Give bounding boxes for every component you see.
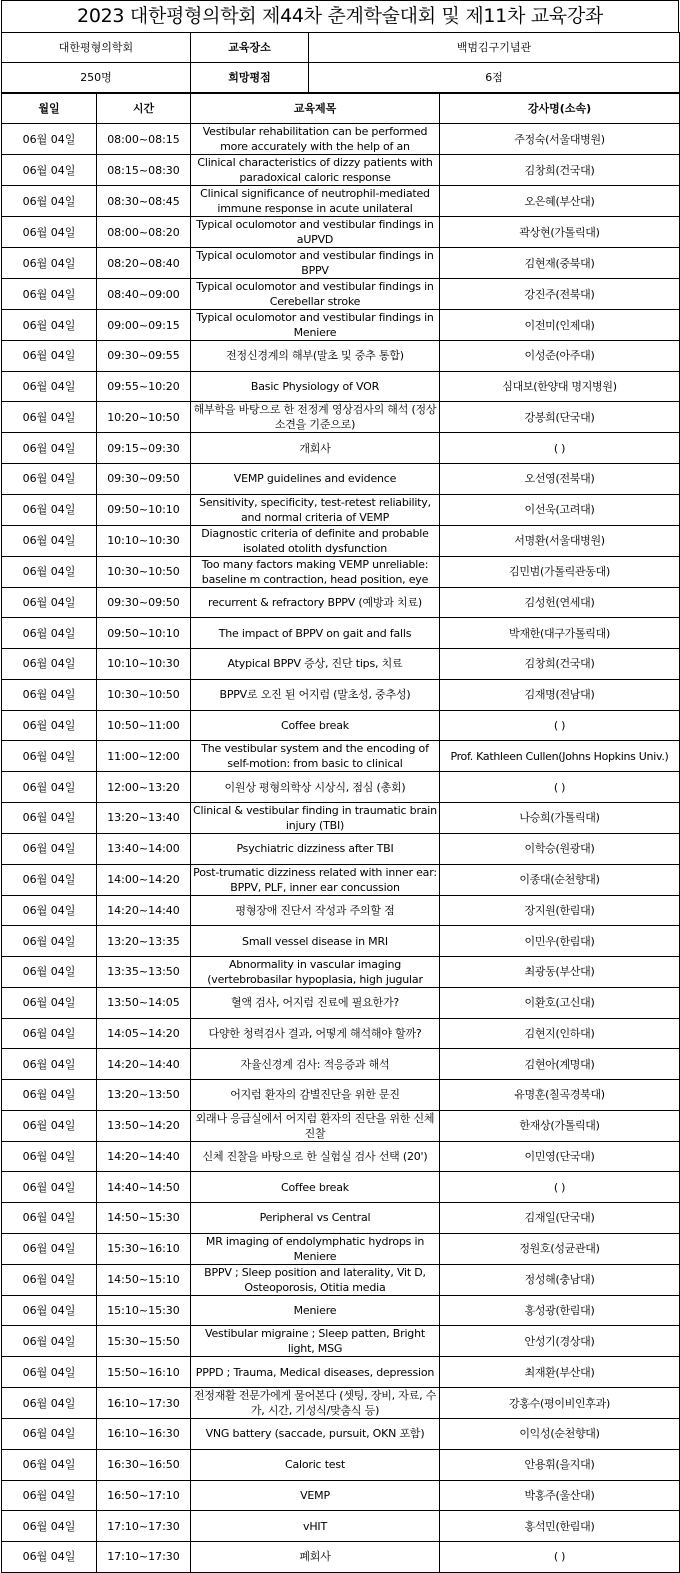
speaker-cell: 김재명(전남대) xyxy=(440,679,680,710)
date-cell: 06월 04일 xyxy=(2,124,97,155)
speaker-cell: 김성헌(연세대) xyxy=(440,587,680,618)
topic-text: Post-trumatic dizziness related with inner ear: BPPV, PLF, inner ear concussion xyxy=(193,865,437,894)
table-row xyxy=(2,679,680,710)
topic-text: 전정신경계의 해부(말초 및 중추 통합) xyxy=(226,349,404,363)
speaker-cell: 강진주(전북대) xyxy=(440,279,680,310)
table-row xyxy=(2,956,680,987)
attendee-count: 250명 xyxy=(2,63,191,93)
table-row xyxy=(2,1449,680,1480)
topic-cell xyxy=(191,1449,440,1480)
topic-cell xyxy=(191,1388,440,1419)
topic-text: The impact of BPPV on gait and falls xyxy=(218,626,412,640)
speaker-cell: 김민범(가톨릭관동대) xyxy=(440,556,680,587)
date-cell: 06월 04일 xyxy=(2,1326,97,1357)
speaker-cell: 안용휘(을지대) xyxy=(440,1449,680,1480)
date-cell: 06월 04일 xyxy=(2,186,97,217)
time-cell: 14:20~14:40 xyxy=(97,1049,191,1080)
speaker-cell: 서명환(서울대병원) xyxy=(440,525,680,556)
time-cell: 15:30~15:50 xyxy=(97,1326,191,1357)
speaker-cell: 강봉희(단국대) xyxy=(440,402,680,433)
date-cell: 06월 04일 xyxy=(2,1511,97,1542)
date-cell: 06월 04일 xyxy=(2,525,97,556)
time-cell: 14:20~14:40 xyxy=(97,895,191,926)
time-cell: 13:20~13:40 xyxy=(97,802,191,833)
table-row xyxy=(2,1172,680,1203)
table-row xyxy=(2,1233,680,1264)
table-row xyxy=(2,802,680,833)
speaker-cell: 심대보(한양대 명지병원) xyxy=(440,371,680,402)
topic-cell xyxy=(191,1018,440,1049)
topic-text: The vestibular system and the encoding of self-motion: from basic to clinical xyxy=(201,742,429,771)
speaker-cell: 홍성광(한림대) xyxy=(440,1295,680,1326)
speaker-cell: 이전미(인제대) xyxy=(440,310,680,341)
topic-cell xyxy=(191,464,440,495)
time-cell: 08:20~08:40 xyxy=(97,248,191,279)
time-cell: 17:10~17:30 xyxy=(97,1511,191,1542)
time-cell: 08:40~09:00 xyxy=(97,279,191,310)
topic-cell xyxy=(191,741,440,772)
speaker-cell: 김창희(건국대) xyxy=(440,155,680,186)
table-row xyxy=(2,1419,680,1450)
table-row xyxy=(2,987,680,1018)
topic-cell xyxy=(191,710,440,741)
topic-text: BPPV로 오진 된 어지럼 (말초성, 중추성) xyxy=(219,688,411,702)
topic-text: Peripheral vs Central xyxy=(259,1211,371,1225)
date-cell: 06월 04일 xyxy=(2,1141,97,1172)
speaker-cell: 최재환(부산대) xyxy=(440,1357,680,1388)
table-row xyxy=(2,1110,680,1141)
topic-text: VNG battery (saccade, pursuit, OKN 포함) xyxy=(205,1427,425,1441)
topic-text: Typical oculomotor and vestibular findings in Meniere xyxy=(196,311,434,339)
table-row xyxy=(2,864,680,895)
table-row xyxy=(2,1357,680,1388)
time-cell: 10:10~10:30 xyxy=(97,649,191,680)
table-row xyxy=(2,618,680,649)
time-cell: 08:30~08:45 xyxy=(97,186,191,217)
table-row xyxy=(2,1541,680,1572)
date-cell: 06월 04일 xyxy=(2,556,97,587)
table-row xyxy=(2,649,680,680)
table-row xyxy=(2,464,680,495)
credits-value: 6점 xyxy=(309,63,680,93)
table-row xyxy=(2,1388,680,1419)
topic-cell xyxy=(191,525,440,556)
speaker-cell: ( ) xyxy=(440,1172,680,1203)
credits-label: 희망평점 xyxy=(191,63,309,93)
speaker-cell: 홍석민(한림대) xyxy=(440,1511,680,1542)
table-row xyxy=(2,341,680,372)
header-time: 시간 xyxy=(97,94,191,124)
table-row xyxy=(2,772,680,803)
speaker-cell: 박홍주(울산대) xyxy=(440,1480,680,1511)
date-cell: 06월 04일 xyxy=(2,1080,97,1111)
date-cell: 06월 04일 xyxy=(2,1295,97,1326)
time-cell: 09:15~09:30 xyxy=(97,433,191,464)
topic-cell xyxy=(191,679,440,710)
topic-text: MR imaging of endolymphatic hydrops in Meniere xyxy=(205,1234,425,1263)
speaker-cell: 김현지(인하대) xyxy=(440,1018,680,1049)
date-cell: 06월 04일 xyxy=(2,433,97,464)
topic-text: Typical oculomotor and vestibular findings in aUPVD xyxy=(196,218,434,246)
topic-text: 신체 진찰을 바탕으로 한 실험실 검사 선택 (20') xyxy=(202,1150,428,1164)
topic-text: vHIT xyxy=(303,1519,327,1533)
topic-cell xyxy=(191,1295,440,1326)
table-row xyxy=(2,1018,680,1049)
speaker-cell: 안성기(경상대) xyxy=(440,1326,680,1357)
speaker-cell: 주정숙(서울대병원) xyxy=(440,124,680,155)
table-row xyxy=(2,1326,680,1357)
time-cell: 12:00~13:20 xyxy=(97,772,191,803)
time-cell: 08:00~08:15 xyxy=(97,124,191,155)
topic-cell xyxy=(191,248,440,279)
time-cell: 09:30~09:55 xyxy=(97,341,191,372)
topic-text: 전정재활 전문가에게 물어본다 (셋팅, 장비, 자료, 수가, 시간, 기성식/맞춤식 등) xyxy=(193,1389,437,1418)
topic-cell xyxy=(191,1172,440,1203)
table-row xyxy=(2,310,680,341)
topic-text: Atypical BPPV 증상, 진단 tips, 치료 xyxy=(227,657,403,671)
topic-text: Abnormality in vascular imaging (vertebrobasilar hypoplasia, high jugular xyxy=(207,957,423,986)
table-row xyxy=(2,1295,680,1326)
speaker-cell: ( ) xyxy=(440,1541,680,1572)
time-cell: 15:30~16:10 xyxy=(97,1233,191,1264)
date-cell: 06월 04일 xyxy=(2,494,97,525)
time-cell: 14:05~14:20 xyxy=(97,1018,191,1049)
time-cell: 16:10~17:30 xyxy=(97,1388,191,1419)
time-cell: 10:30~10:50 xyxy=(97,556,191,587)
time-cell: 10:50~11:00 xyxy=(97,710,191,741)
table-row xyxy=(2,895,680,926)
topic-cell xyxy=(191,1141,440,1172)
table-row xyxy=(2,217,680,248)
topic-cell xyxy=(191,310,440,341)
date-cell: 06월 04일 xyxy=(2,1264,97,1295)
speaker-cell: 오선영(전북대) xyxy=(440,464,680,495)
topic-cell xyxy=(191,124,440,155)
time-cell: 14:20~14:40 xyxy=(97,1141,191,1172)
topic-text: VEMP xyxy=(300,1488,330,1502)
table-row xyxy=(2,710,680,741)
table-row xyxy=(2,1141,680,1172)
speaker-cell: 장지원(한림대) xyxy=(440,895,680,926)
topic-cell xyxy=(191,556,440,587)
topic-text: 개회사 xyxy=(299,441,331,455)
date-cell: 06월 04일 xyxy=(2,587,97,618)
date-cell: 06월 04일 xyxy=(2,710,97,741)
time-cell: 13:40~14:00 xyxy=(97,833,191,864)
time-cell: 15:50~16:10 xyxy=(97,1357,191,1388)
topic-text: 이원상 평형의학상 시상식, 점심 (총회) xyxy=(224,780,406,794)
table-row xyxy=(2,1203,680,1234)
date-cell: 06월 04일 xyxy=(2,341,97,372)
topic-cell xyxy=(191,217,440,248)
date-cell: 06월 04일 xyxy=(2,1357,97,1388)
time-cell: 09:30~09:50 xyxy=(97,587,191,618)
topic-text: 다양한 청력검사 결과, 어떻게 해석해야 할까? xyxy=(208,1026,422,1040)
date-cell: 06월 04일 xyxy=(2,864,97,895)
speaker-cell: ( ) xyxy=(440,710,680,741)
header-topic: 교육제목 xyxy=(191,94,440,124)
info-row-venue xyxy=(2,33,680,63)
topic-text: Basic Physiology of VOR xyxy=(250,380,380,394)
date-cell: 06월 04일 xyxy=(2,772,97,803)
topic-cell xyxy=(191,833,440,864)
time-cell: 15:10~15:30 xyxy=(97,1295,191,1326)
time-cell: 17:10~17:30 xyxy=(97,1541,191,1572)
time-cell: 10:30~10:50 xyxy=(97,679,191,710)
time-cell: 13:35~13:50 xyxy=(97,956,191,987)
organization-name: 대한평형의학회 xyxy=(2,33,191,63)
topic-text: Caloric test xyxy=(284,1458,346,1472)
time-cell: 09:50~10:10 xyxy=(97,494,191,525)
speaker-cell: 이선욱(고려대) xyxy=(440,494,680,525)
topic-text: Clinical characteristics of dizzy patients with paradoxical caloric response xyxy=(197,156,433,184)
info-row-credits xyxy=(2,63,680,93)
date-cell: 06월 04일 xyxy=(2,1449,97,1480)
speaker-cell: 이환호(고신대) xyxy=(440,987,680,1018)
topic-text: Vestibular migraine ; Sleep patten, Bright light, MSG xyxy=(205,1327,425,1356)
table-row xyxy=(2,525,680,556)
topic-text: Meniere xyxy=(293,1304,337,1318)
table-row xyxy=(2,556,680,587)
topic-text: Small vessel disease in MRI xyxy=(242,934,388,948)
speaker-cell: ( ) xyxy=(440,772,680,803)
topic-text: Clinical significance of neutrophil-mediated immune response in acute unilateral xyxy=(200,187,430,215)
speaker-cell: Prof. Kathleen Cullen(Johns Hopkins Univ.) xyxy=(440,741,680,772)
table-row xyxy=(2,1049,680,1080)
topic-text: 평형장애 진단서 작성과 주의할 점 xyxy=(235,903,395,917)
topic-cell xyxy=(191,649,440,680)
date-cell: 06월 04일 xyxy=(2,310,97,341)
topic-cell xyxy=(191,1110,440,1141)
speaker-cell: 김현재(중북대) xyxy=(440,248,680,279)
topic-text: 외래나 응급실에서 어지럼 환자의 진단을 위한 신체 진찰 xyxy=(195,1111,435,1140)
date-cell: 06월 04일 xyxy=(2,1388,97,1419)
topic-text: Coffee break xyxy=(281,718,349,732)
date-cell: 06월 04일 xyxy=(2,1541,97,1572)
date-cell: 06월 04일 xyxy=(2,679,97,710)
topic-text: PPPD ; Trauma, Medical diseases, depression xyxy=(195,1365,435,1379)
table-row xyxy=(2,186,680,217)
topic-text: 자율신경계 검사: 적응증과 해석 xyxy=(240,1057,390,1071)
time-cell: 10:10~10:30 xyxy=(97,525,191,556)
date-cell: 06월 04일 xyxy=(2,402,97,433)
date-cell: 06월 04일 xyxy=(2,1419,97,1450)
topic-cell xyxy=(191,618,440,649)
speaker-cell: 곽상현(가톨릭대) xyxy=(440,217,680,248)
date-cell: 06월 04일 xyxy=(2,1233,97,1264)
speaker-cell: 최광동(부산대) xyxy=(440,956,680,987)
topic-text: VEMP guidelines and evidence xyxy=(233,472,397,486)
date-cell: 06월 04일 xyxy=(2,1172,97,1203)
topic-cell xyxy=(191,772,440,803)
speaker-cell: 이민영(단국대) xyxy=(440,1141,680,1172)
time-cell: 10:20~10:50 xyxy=(97,402,191,433)
header-speaker: 강사명(소속) xyxy=(440,94,680,124)
topic-cell xyxy=(191,1049,440,1080)
table-row xyxy=(2,494,680,525)
time-cell: 09:30~09:50 xyxy=(97,464,191,495)
table-row xyxy=(2,402,680,433)
time-cell: 13:50~14:20 xyxy=(97,1110,191,1141)
speaker-cell: 이학승(원광대) xyxy=(440,833,680,864)
time-cell: 16:10~16:30 xyxy=(97,1419,191,1450)
topic-cell xyxy=(191,802,440,833)
topic-cell xyxy=(191,1326,440,1357)
table-row xyxy=(2,741,680,772)
header-date: 월일 xyxy=(2,94,97,124)
speaker-cell: 김현아(계명대) xyxy=(440,1049,680,1080)
topic-text: recurrent & refractory BPPV (예방과 치료) xyxy=(208,596,422,610)
topic-cell xyxy=(191,402,440,433)
date-cell: 06월 04일 xyxy=(2,464,97,495)
date-cell: 06월 04일 xyxy=(2,371,97,402)
topic-cell xyxy=(191,341,440,372)
topic-text: Typical oculomotor and vestibular findings in Cerebellar stroke xyxy=(196,280,434,308)
topic-cell xyxy=(191,587,440,618)
date-cell: 06월 04일 xyxy=(2,1203,97,1234)
time-cell: 14:40~14:50 xyxy=(97,1172,191,1203)
speaker-cell: 이민우(한림대) xyxy=(440,926,680,957)
topic-cell xyxy=(191,1357,440,1388)
topic-text: Coffee break xyxy=(281,1180,349,1194)
speaker-cell: 김재일(단국대) xyxy=(440,1203,680,1234)
topic-cell xyxy=(191,895,440,926)
speaker-cell: 이종대(순천향대) xyxy=(440,864,680,895)
time-cell: 09:00~09:15 xyxy=(97,310,191,341)
time-cell: 16:30~16:50 xyxy=(97,1449,191,1480)
time-cell: 14:50~15:10 xyxy=(97,1264,191,1295)
speaker-cell: 정원호(성균관대) xyxy=(440,1233,680,1264)
date-cell: 06월 04일 xyxy=(2,248,97,279)
topic-cell xyxy=(191,494,440,525)
date-cell: 06월 04일 xyxy=(2,618,97,649)
topic-text: Diagnostic criteria of definite and probable isolated otolith dysfunction xyxy=(201,526,429,555)
topic-cell xyxy=(191,926,440,957)
topic-text: Psychiatric dizziness after TBI xyxy=(236,842,394,856)
speaker-cell: 이성준(아주대) xyxy=(440,341,680,372)
topic-text: Typical oculomotor and vestibular findings in BPPV xyxy=(196,249,434,277)
date-cell: 06월 04일 xyxy=(2,217,97,248)
schedule-table xyxy=(1,93,680,1573)
date-cell: 06월 04일 xyxy=(2,279,97,310)
date-cell: 06월 04일 xyxy=(2,926,97,957)
date-cell: 06월 04일 xyxy=(2,956,97,987)
topic-cell xyxy=(191,956,440,987)
topic-text: Too many factors making VEMP unreliable: baseline m contraction, head position, eye xyxy=(201,557,429,586)
topic-cell xyxy=(191,1511,440,1542)
time-cell: 14:00~14:20 xyxy=(97,864,191,895)
schedule-document xyxy=(1,0,679,1573)
topic-cell xyxy=(191,864,440,895)
table-row xyxy=(2,926,680,957)
table-row xyxy=(2,833,680,864)
time-cell: 16:50~17:10 xyxy=(97,1480,191,1511)
table-row xyxy=(2,1080,680,1111)
topic-cell xyxy=(191,1203,440,1234)
document-title: 2023 대한평형의학회 제44차 춘계학술대회 및 제11차 교육강좌 xyxy=(1,0,679,32)
topic-text: 해부학을 바탕으로 한 전정계 영상검사의 해석 (정상소견을 기준으로) xyxy=(193,403,437,432)
topic-cell xyxy=(191,279,440,310)
date-cell: 06월 04일 xyxy=(2,741,97,772)
table-row xyxy=(2,155,680,186)
speaker-cell: 김창희(건국대) xyxy=(440,649,680,680)
speaker-cell: 유명훈(칠곡경북대) xyxy=(440,1080,680,1111)
time-cell: 13:20~13:35 xyxy=(97,926,191,957)
speaker-cell: 나승희(가톨릭대) xyxy=(440,802,680,833)
speaker-cell: 강홍수(평이비인후과) xyxy=(440,1388,680,1419)
venue-label: 교육장소 xyxy=(191,33,309,63)
table-row xyxy=(2,433,680,464)
date-cell: 06월 04일 xyxy=(2,1049,97,1080)
topic-text: Sensitivity, specificity, test-retest reliability, and normal criteria of VEMP xyxy=(199,495,431,524)
topic-text: 폐회사 xyxy=(299,1550,331,1564)
date-cell: 06월 04일 xyxy=(2,987,97,1018)
time-cell: 14:50~15:30 xyxy=(97,1203,191,1234)
time-cell: 13:20~13:50 xyxy=(97,1080,191,1111)
table-row xyxy=(2,1511,680,1542)
table-row xyxy=(2,587,680,618)
table-row xyxy=(2,279,680,310)
topic-cell xyxy=(191,1541,440,1572)
table-row xyxy=(2,371,680,402)
topic-cell xyxy=(191,433,440,464)
date-cell: 06월 04일 xyxy=(2,1018,97,1049)
time-cell: 13:50~14:05 xyxy=(97,987,191,1018)
topic-cell xyxy=(191,371,440,402)
speaker-cell: 박재한(대구가톨릭대) xyxy=(440,618,680,649)
topic-text: Clinical & vestibular finding in traumatic brain injury (TBI) xyxy=(193,803,437,832)
topic-cell xyxy=(191,1264,440,1295)
time-cell: 09:55~10:20 xyxy=(97,371,191,402)
topic-cell xyxy=(191,1080,440,1111)
topic-cell xyxy=(191,987,440,1018)
topic-text: Vestibular rehabilitation can be performed more accurately with the help of an xyxy=(202,125,428,153)
time-cell: 08:15~08:30 xyxy=(97,155,191,186)
date-cell: 06월 04일 xyxy=(2,833,97,864)
date-cell: 06월 04일 xyxy=(2,1110,97,1141)
table-row xyxy=(2,1480,680,1511)
topic-text: 어지럼 환자의 감별진단을 위한 문진 xyxy=(230,1088,400,1102)
time-cell: 09:50~10:10 xyxy=(97,618,191,649)
topic-cell xyxy=(191,155,440,186)
info-table xyxy=(1,32,680,93)
topic-cell xyxy=(191,1480,440,1511)
table-row xyxy=(2,248,680,279)
topic-text: BPPV ; Sleep position and laterality, Vit D, Osteoporosis, Otitia media xyxy=(204,1265,426,1294)
date-cell: 06월 04일 xyxy=(2,895,97,926)
table-row xyxy=(2,1264,680,1295)
speaker-cell: 정성해(충남대) xyxy=(440,1264,680,1295)
topic-cell xyxy=(191,1233,440,1264)
speaker-cell: 오은혜(부산대) xyxy=(440,186,680,217)
speaker-cell: 한재상(가톨릭대) xyxy=(440,1110,680,1141)
date-cell: 06월 04일 xyxy=(2,155,97,186)
venue-value: 백범김구기념관 xyxy=(309,33,680,63)
topic-cell xyxy=(191,186,440,217)
time-cell: 08:00~08:20 xyxy=(97,217,191,248)
topic-text: 혈액 검사, 어지럼 진료에 필요한가? xyxy=(230,996,400,1010)
schedule-header-row xyxy=(2,94,680,124)
time-cell: 11:00~12:00 xyxy=(97,741,191,772)
date-cell: 06월 04일 xyxy=(2,649,97,680)
table-row xyxy=(2,124,680,155)
date-cell: 06월 04일 xyxy=(2,1480,97,1511)
topic-cell xyxy=(191,1419,440,1450)
speaker-cell: 이익성(순천향대) xyxy=(440,1419,680,1450)
date-cell: 06월 04일 xyxy=(2,802,97,833)
speaker-cell: ( ) xyxy=(440,433,680,464)
